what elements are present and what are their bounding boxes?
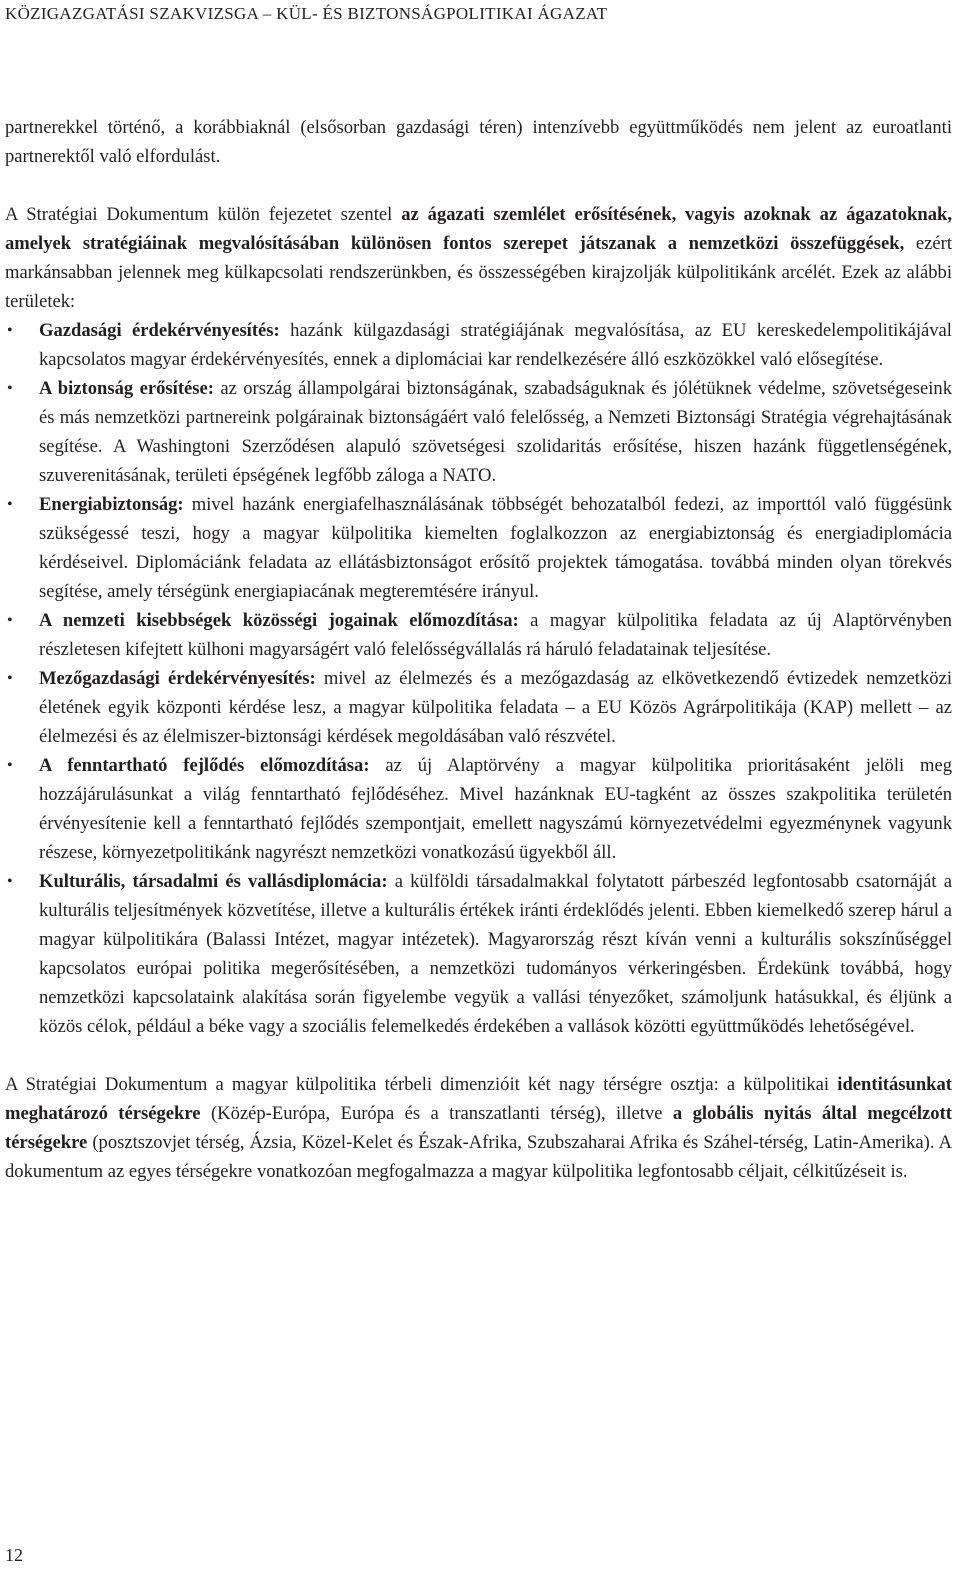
strategy-paragraph [5, 200, 952, 316]
running-header: KÖZIGAZGATÁSI SZAKVIZSGA – KÜL- ÉS BIZTONSÁGPOLITIKAI ÁGAZAT [5, 4, 608, 23]
list-item-text: hazánk külgazdasági stratégiájának megvalósítása, az EU kereskedelempolitikájával kapcsolatos magyar érdekérvényesítés, ennek a diplomáciai kar rendelkezésére álló eszközökkel való elősegítése. [39, 320, 952, 370]
list-item-title: Energiabiztonság: [39, 494, 184, 515]
closing-emphasis-2: a globális nyitás által megcélzott térségekre [5, 1103, 952, 1153]
intro-paragraph: partnerekkel történő, a korábbiaknál (elsősorban gazdasági téren) intenzívebb együttműködés nem jelent az euroatlanti partnerektől való elfordulást. [5, 117, 952, 167]
bullet-icon: • [7, 873, 13, 890]
bullet-icon: • [7, 612, 13, 629]
list-item [5, 867, 952, 1041]
list-item [5, 606, 952, 664]
list-item [5, 490, 952, 606]
bullet-icon: • [7, 322, 13, 339]
page-number: 12 [5, 1545, 23, 1565]
list-item-title: A nemzeti kisebbségek közösségi jogainak előmozdítása: [39, 610, 519, 631]
bullet-icon: • [7, 670, 13, 687]
list-item-text: mivel hazánk energiafelhasználásának többségét behozatalból fedezi, az importtól való függésünk szükségessé teszi, hogy a magyar külpolitika kiemelten foglalkozzon az energiabiztonság és energiadiplomácia kérdéseivel. Diplomáciánk feladata az ellátásbiztonságot erősítő projektek támogatása. továbbá minden olyan törekvés segítése, amely térségünk energiapiacának megteremtésére irányul. [39, 494, 952, 602]
list-item-title: Kulturális, társadalmi és vallásdiplomácia: [39, 871, 388, 892]
bullet-icon: • [7, 380, 13, 397]
list-item-title: Gazdasági érdekérvényesítés: [39, 320, 280, 341]
list-item [5, 374, 952, 490]
list-item [5, 316, 952, 374]
list-item [5, 664, 952, 751]
closing-emphasis-1: identitásunkat meghatározó térségekre [5, 1074, 952, 1124]
list-item-text: az új Alaptörvény a magyar külpolitika prioritásaként jelöli meg hozzájárulásunkat a világ fenntartható fejlődéséhez. Mivel hazánknak EU-tagként az összes szakpolitika területén érvényesítenie kell a fenntartható fejlődés szempontjait, emellett nagyszámú környezetvédelmi egyezménynek vagyunk részese, környezetpolitikánk nagyrészt nemzetközi vonatkozású ügyekből áll. [39, 755, 952, 863]
closing-part-1: A Stratégiai Dokumentum a magyar külpolitika térbeli dimenzióit két nagy térségre osztja: a külpolitikai [5, 1074, 838, 1095]
closing-paragraph [5, 1070, 952, 1186]
policy-area-list [5, 316, 952, 1041]
strategy-emphasis: az ágazati szemlélet erősítésének, vagyis azoknak az ágazatoknak, amelyek stratégiáinak megvalósításában különösen fontos szerepet játszanak a nemzetközi összefüggések, [5, 204, 952, 254]
page-body [5, 113, 952, 1186]
closing-part-2: (Közép-Európa, Európa és a transzatlanti térség), illetve [200, 1103, 673, 1124]
list-item-text: mivel az élelmezés és a mezőgazdaság az elkövetkezendő évtizedek nemzetközi életének egyik központi kérdése lesz, a magyar külpolitika feladata – a EU Közös Agrárpolitikája (KAP) mellett – az élelmezési és az élelmiszer-biztonsági kérdések megoldásában való részvétel. [39, 668, 952, 747]
strategy-rest: ezért markánsabban jelennek meg külkapcsolati rendszerünkben, és összességében kirajzolják külpolitikánk arcélét. Ezek az alábbi területek: [5, 233, 952, 312]
list-item-title: Mezőgazdasági érdekérvényesítés: [39, 668, 316, 689]
list-item-text: az ország állampolgárai biztonságának, szabadságuknak és jólétüknek védelme, szövetségeseink és más nemzetközi partnereink polgárainak biztonságáért való felelősség, a Nemzeti Biztonsági Stratégia végrehajtásának segítése. A Washingtoni Szerződésen alapuló szövetségesi szolidaritás erősítése, hiszen hazánk függetlenségének, szuverenitásának, területi épségének legfőbb záloga a NATO. [39, 378, 952, 486]
strategy-lead: A Stratégiai Dokumentum külön fejezetet szentel [5, 204, 402, 225]
bullet-icon: • [7, 757, 13, 774]
list-item-title: A fenntartható fejlődés előmozdítása: [39, 755, 370, 776]
list-item-title: A biztonság erősítése: [39, 378, 214, 399]
list-item-text: a külföldi társadalmakkal folytatott párbeszéd legfontosabb csatornáját a kulturális teljesítmények közvetítése, illetve a kulturális értékek iránti érdeklődés jelenti. Ebben kiemelkedő szerep hárul a magyar külpolitikára (Balassi Intézet, magyar intézetek). Magyarország részt kíván venni a kulturális sokszínűséggel kapcsolatos európai politika megerősítésében, a nemzetközi tudományos vérkeringésben. Érdekünk továbbá, hogy nemzetközi kapcsolataink alakítása során figyelembe vegyük a vallási tényezőket, számoljunk hatásukkal, és éljünk a közös célok, például a béke vagy a szociális felemelkedés érdekében a vallások közötti együttműködés lehetőségével. [39, 871, 952, 1037]
list-item [5, 751, 952, 867]
closing-part-3: (posztszovjet térség, Ázsia, Közel-Kelet és Észak-Afrika, Szubszaharai Afrika és Száhel-térség, Latin-Amerika). A dokumentum az egyes térségekre vonatkozóan megfogalmazza a magyar külpolitika legfontosabb céljait, célkitűzéseit is. [5, 1132, 952, 1182]
bullet-icon: • [7, 496, 13, 513]
list-item-text: a magyar külpolitika feladata az új Alaptörvényben részletesen kifejtett külhoni magyarságért való felelősségvállalás rá háruló feladatainak teljesítése. [39, 610, 952, 660]
